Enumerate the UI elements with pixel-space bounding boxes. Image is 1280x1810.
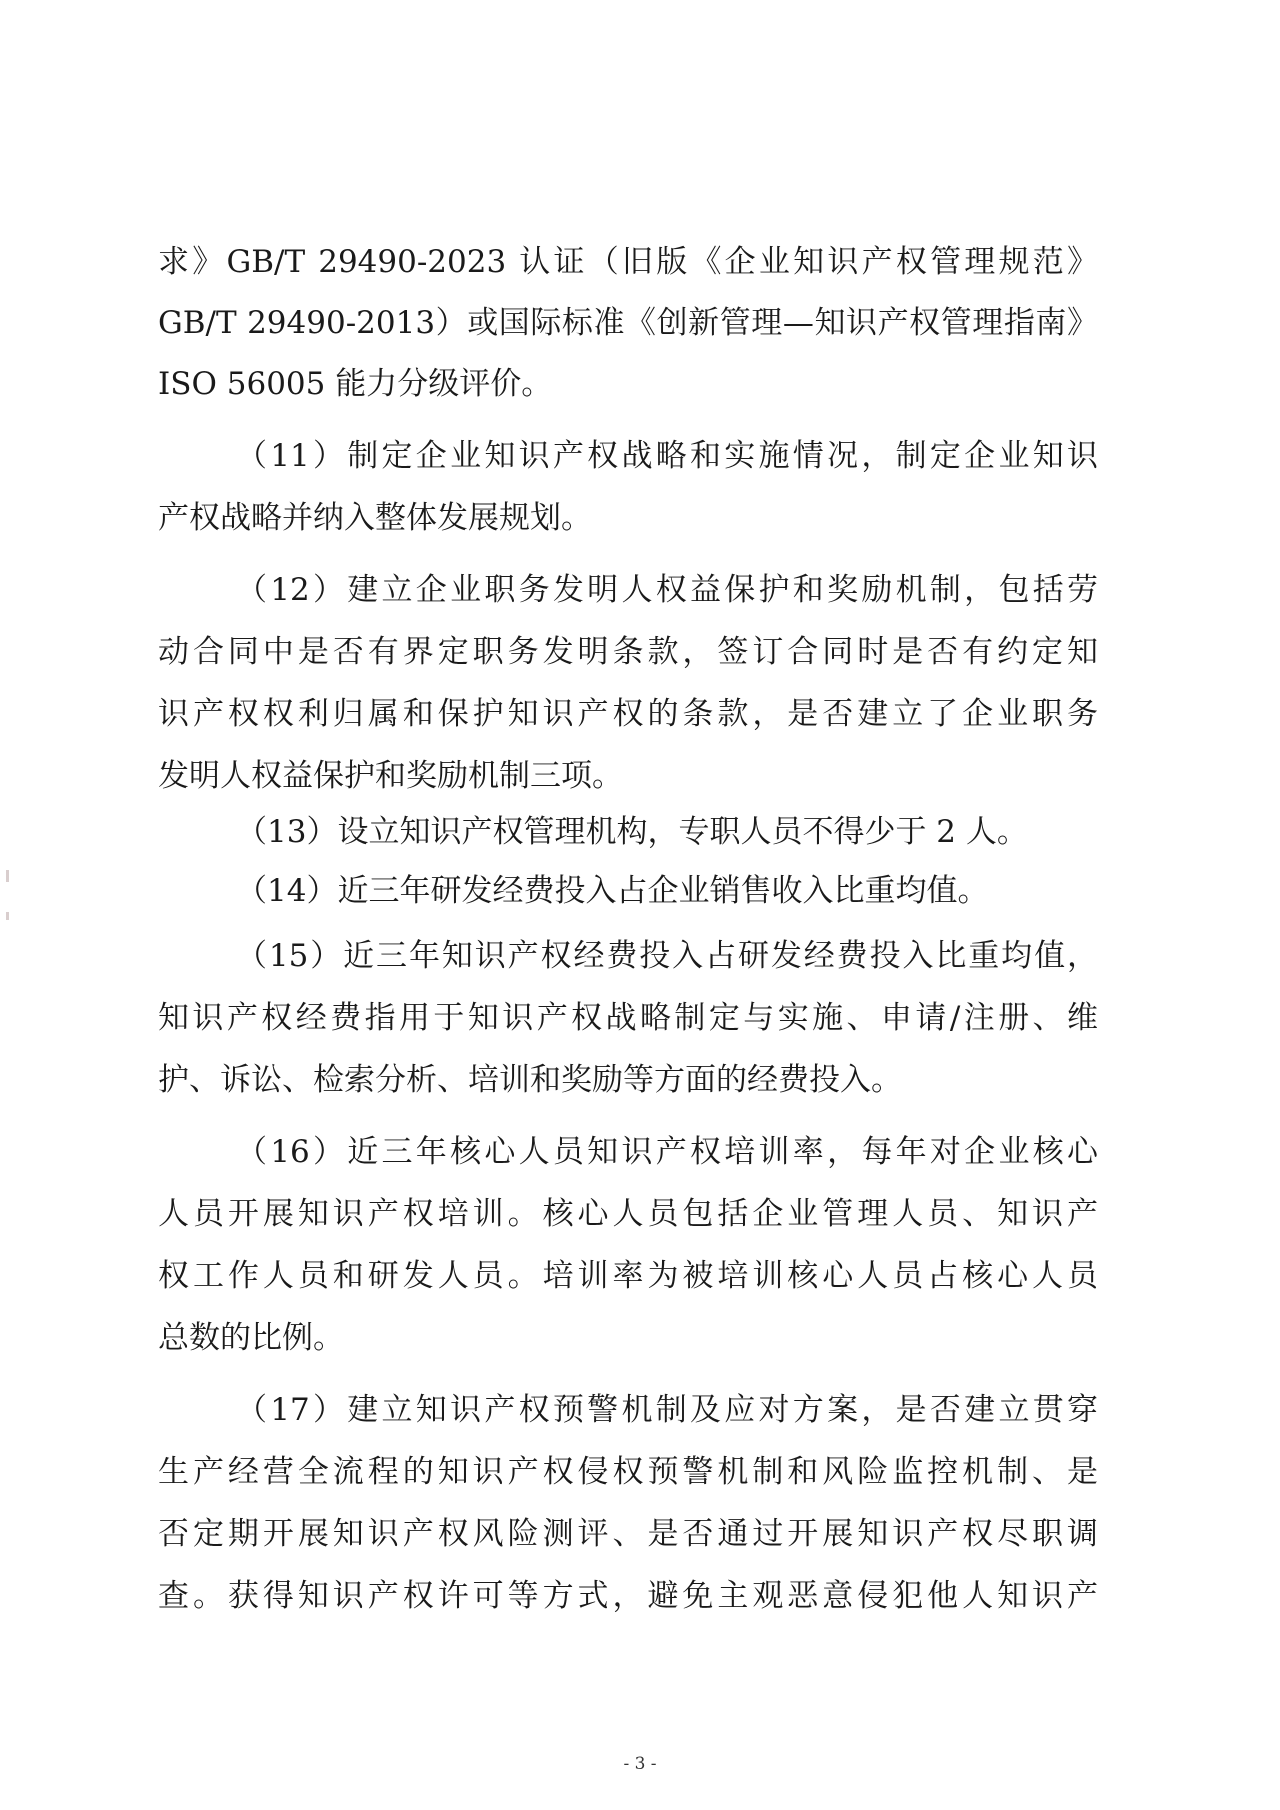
text-line: 知识产权经费指用于知识产权战略制定与实施、申请/注册、维 [158,1000,1098,1036]
text-line: （16）近三年核心人员知识产权培训率，每年对企业核心 [236,1134,1098,1170]
text-line: 护、诉讼、检索分析、培训和奖励等方面的经费投入。 [158,1062,902,1098]
text-line: 人员开展知识产权培训。核心人员包括企业管理人员、知识产 [158,1196,1098,1232]
text-line: ISO 56005 能力分级评价。 [158,366,553,402]
scan-edge-mark [6,912,9,920]
text-line: 求》GB/T 29490-2023 认证（旧版《企业知识产权管理规范》 [158,244,1098,280]
text-line: 总数的比例。 [158,1320,344,1356]
text-line: （17）建立知识产权预警机制及应对方案，是否建立贯穿 [236,1392,1098,1428]
text-line: （11）制定企业知识产权战略和实施情况，制定企业知识 [236,438,1098,474]
text-line: 产权战略并纳入整体发展规划。 [158,500,592,536]
page-number: - 3 - [623,1754,657,1774]
text-line: 否定期开展知识产权风险测评、是否通过开展知识产权尽职调 [158,1516,1098,1552]
text-line: 发明人权益保护和奖励机制三项。 [158,758,623,794]
text-line: 生产经营全流程的知识产权侵权预警机制和风险监控机制、是 [158,1454,1098,1490]
text-line: 识产权权利归属和保护知识产权的条款，是否建立了企业职务 [158,696,1098,732]
text-line: 动合同中是否有界定职务发明条款，签订合同时是否有约定知 [158,634,1098,670]
text-line: GB/T 29490-2013）或国际标准《创新管理—知识产权管理指南》 [158,305,1098,341]
text-line: （12）建立企业职务发明人权益保护和奖励机制，包括劳 [236,572,1098,608]
text-line: （15）近三年知识产权经费投入占研发经费投入比重均值， [236,938,1098,974]
text-line: （13）设立知识产权管理机构，专职人员不得少于 2 人。 [236,814,1028,850]
text-line: 查。获得知识产权许可等方式，避免主观恶意侵犯他人知识产 [158,1578,1098,1614]
text-line: （14）近三年研发经费投入占企业销售收入比重均值。 [236,873,989,909]
scan-edge-mark [6,870,9,882]
text-line: 权工作人员和研发人员。培训率为被培训核心人员占核心人员 [158,1258,1098,1294]
